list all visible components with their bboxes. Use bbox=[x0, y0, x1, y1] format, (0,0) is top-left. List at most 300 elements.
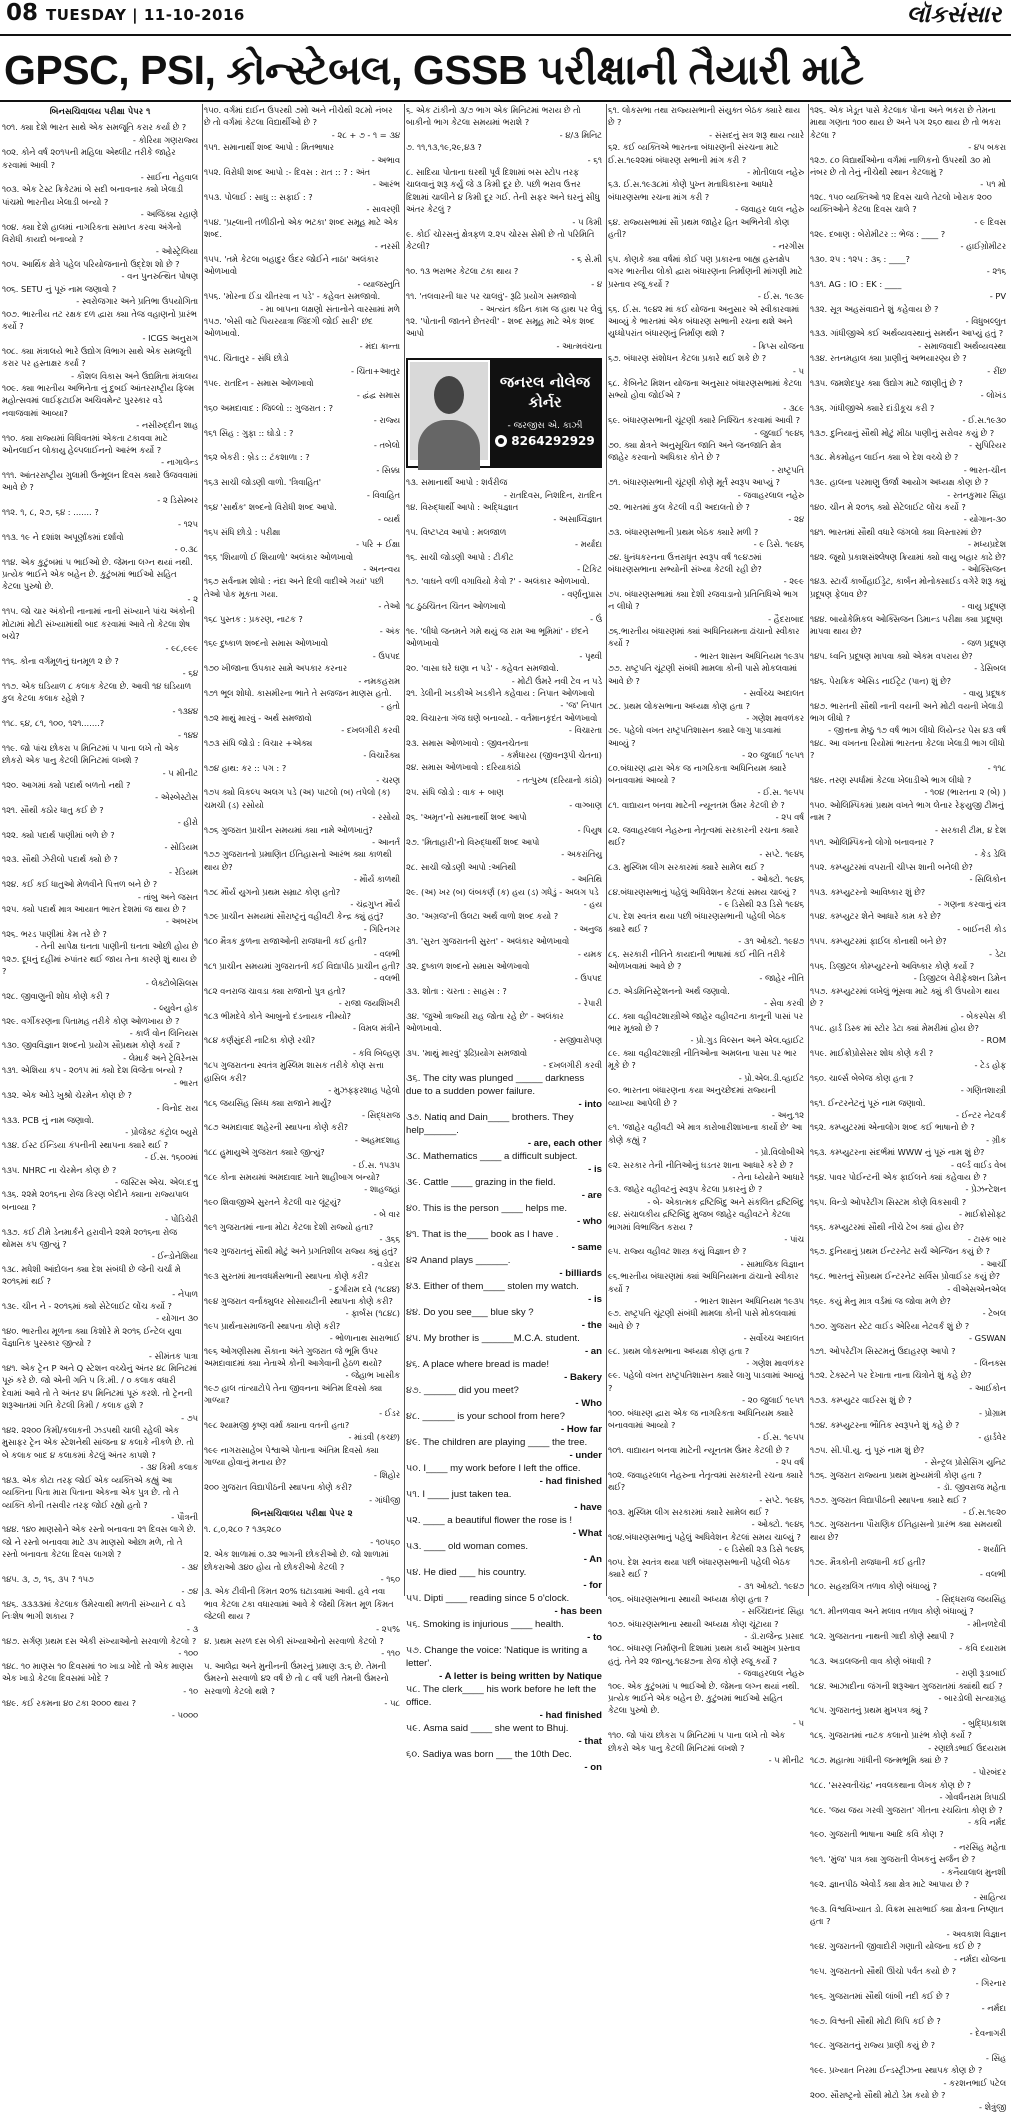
newspaper-logo: લૉકસંસાર bbox=[906, 2, 1001, 28]
question-text: ૧૮૯ કોના સમયમાં અમદાવાદ ખાતે શાહીબાગ બન્યો? bbox=[204, 1171, 380, 1182]
answer-text: - મા બાપના લક્ષણો સંતાનોને વારસામાં મળે bbox=[260, 303, 400, 314]
question-text: ૧૫૯. માઈક્રોપ્રોસેસર શોધ કોણે કરી ? bbox=[810, 1047, 934, 1058]
question-text: ૫૬. Smoking is injurious ____ health. bbox=[406, 1618, 564, 1630]
answer-text: - કર્મધારય (જીવનરૂપી ચેતના) bbox=[501, 750, 602, 761]
question-text: ૮૯. ક્યા વહીવટશાસ્ત્રી નીતિઓના અમલના પાસા પર ભાર મૂકે છે ? bbox=[608, 1047, 797, 1071]
question-text: ૬૩. ઈ.સ.૧૯૩૮માં કોણે પુખ્ત મતાધિકારના આધારે બંધારણસભા રચના માંગ કરી ? bbox=[608, 179, 773, 202]
answer-text: - have bbox=[574, 1501, 602, 1513]
answer-text: - ૨૦ જુલાઈ ૧૯૫૧ bbox=[742, 1395, 804, 1406]
answer-text: - સરકારી ટીમ, ૪ દેશ bbox=[935, 824, 1006, 835]
answer-text: - હૈદરાબાદ bbox=[768, 613, 804, 624]
answer-text: - ડિજીટલ વેરીફેક્શન ડિમેન bbox=[913, 973, 1006, 984]
question-text: ૧૭૨. ટેક્સ્ટને પર દેખાતા નાના ચિત્રોને શું કહે છે? bbox=[810, 1370, 972, 1381]
question-text: ૯૧. 'જાહેર વહીવટી એ માત્ર કારોબારીશાખાના કાર્યો છે' આ કોણે કહ્યું ? bbox=[608, 1122, 803, 1145]
answer-text: - ૨૧૬ bbox=[986, 266, 1006, 277]
answer-text: - કનૈયાલાલ મુનશી bbox=[941, 1866, 1006, 1877]
question-text: ૧૪૧. એક ટ્રેન P અને Q સ્ટેશન વચ્ચેનું અંતર ૪૮ મિનિટમાં પૂરું કરે છે. જો એની ગતિ ૫ કિ.મી. / ૦ કલાક વધારી દેવામાં આવે તો તે અંતર ૪૫ મિનિટમાં પૂરું કરશે. તો ટ્રેનની શરૂઆતમાં ગતિ કેટલી કિમી / કલાક હશે ? bbox=[2, 1363, 198, 1411]
question-text: ૨૯. (અ) ખર (બ) લંબકર્ણ (ક) હય (ડ) ગધેડું - અલગ પડે bbox=[406, 886, 599, 897]
answer-text: - ભારત શાસન અધિનિયમ ૧૯૩૫ bbox=[694, 1296, 804, 1306]
column-1 bbox=[2, 104, 198, 1721]
answer-text: - same bbox=[571, 1241, 602, 1253]
answer-text: - શિહોર bbox=[373, 1469, 400, 1480]
answer-text: - પૌત્રની bbox=[171, 1511, 198, 1522]
question-text: ૧૭૮. ગુજરાતના પૌરાણિક ઈતિહાસનો પ્રારંભ ક્યા સમયથી થાય છે? bbox=[810, 1519, 1002, 1542]
answer-text: - સ્વરોજગાર અને પ્રતિભા ઉપયોગિતા bbox=[76, 296, 198, 307]
answer-text: - ૧૧૦ bbox=[381, 1648, 400, 1659]
answer-text: - ROM bbox=[980, 1035, 1006, 1046]
qa-list bbox=[608, 104, 804, 1766]
question-text: ૧૭૦. ગુજરાત સ્ટેટ વાઈડ એરિયા નેટવર્ક શું છે ? bbox=[810, 1320, 970, 1331]
answer-text: - બે વાર bbox=[373, 1209, 400, 1220]
question-text: ૧૭૯. મૈત્રકોની રાજધાની કઈ હતી? bbox=[810, 1556, 926, 1567]
question-text: ૨૭. 'મિતાહારી'નો વિરુદ્ધાર્થી શબ્દ આપો bbox=[406, 836, 540, 847]
question-text: ૧૯. 'લીધો જનમને ગમે થયું જ રામ આ ભૂમિમાં' - છંદને ઓળખાવો bbox=[406, 626, 589, 649]
question-text: ૧૨૮. જીવાણુની શોધ કોણે કરી ? bbox=[2, 990, 110, 1001]
answer-text: - ૫૦૦૦ bbox=[171, 1710, 198, 1721]
answer-text: - અંક bbox=[379, 626, 400, 637]
answer-text: - on bbox=[584, 1761, 602, 1773]
question-text: ૭૧. બંધારણસભાની ચૂંટણી કોણે મૂર્ત સ્વરૂપ આપ્યું ? bbox=[608, 477, 780, 488]
answer-text: - ૦.૩૮ bbox=[174, 544, 198, 555]
answer-text: - ૬ સે.મી bbox=[571, 253, 602, 264]
answer-text: - પિયુષ bbox=[577, 824, 602, 835]
answer-text: - દેવનાગરી bbox=[969, 2027, 1006, 2038]
answer-text: - સિદ્ધરાજ જયસિંહ bbox=[936, 1593, 1006, 1604]
question-text: ૧૮ ઠુઠચિંતન ચિંતન ઓળખાવો bbox=[406, 601, 506, 612]
question-text: ૧૮૩ ભીમદેવે કોને આબુનો દંડનાયક નીમ્યો? bbox=[204, 1010, 352, 1021]
answer-text: - an bbox=[584, 1345, 602, 1357]
answer-text: - ઓસ્ટ્રેલિયા bbox=[155, 246, 198, 257]
answer-text: - નરસી bbox=[374, 241, 400, 252]
answer-text: - who bbox=[576, 1215, 602, 1227]
question-text: ૧૮૧ પ્રાચીન સમયમાં ગુજરાતની કઈ વિદ્યાપીઠ પ્રાચીન હતી? bbox=[204, 961, 400, 972]
answer-text: - સોડિયમ bbox=[164, 841, 198, 852]
answer-text: - ટેબલ bbox=[982, 1308, 1006, 1319]
question-text: ૯. કોઈ ચોરસનું ક્ષેત્રફળ ૨.૨૫ ચોરસ સેમી છે તો પરિમિતિ કેટલી? bbox=[406, 229, 595, 252]
answer-text: - A letter is being written by Natique bbox=[439, 1670, 602, 1682]
answer-text: - જવાહરલાલ નહેરુ bbox=[737, 489, 804, 500]
answer-text: - અનન્વય bbox=[363, 564, 400, 575]
answer-text: - ૨૫ વર્ષ bbox=[775, 1457, 804, 1468]
question-text: ૬૯. બંધારણસભાની ચૂંટણી ક્યારે નિશ્ચિત કરવામાં આવી ? bbox=[608, 415, 801, 426]
answer-text: - અકરાંતિયુ bbox=[561, 849, 602, 860]
question-text: ૧૯૧. 'મુંજ' પાત્ર ક્યા ગુજરાતી લેખકનું સર્જન છે ? bbox=[810, 1854, 976, 1865]
page-number: 08 bbox=[6, 0, 39, 26]
answer-text: - કેડ ડેલિ bbox=[974, 849, 1006, 860]
answer-text: - ૩૧ ઓક્ટો. ૧૯૪૭ bbox=[738, 1581, 804, 1592]
question-text: ૧૫૭. કમ્પ્યુટરમાં લખેલું ભૂંસવા માટે ક્યું કી ઉપયોગ થાય છે ? bbox=[810, 985, 1000, 1009]
question-text: ૧૭૫. સી.પી.યુ. નું પૂરું નામ શું છે? bbox=[810, 1444, 925, 1455]
question-text: ૫૫. Dipti ____ reading since 5 o'clock. bbox=[406, 1592, 570, 1604]
question-text: ૭૦. ક્યા ક્ષેત્રને અનુસૂચિત જાતિ અને જનજાતિ ક્ષેત્ર જાહેર કરવાનો અધિકાર કોને છે ? bbox=[608, 439, 782, 463]
question-text: ૧૨૬. એક ખેડૂત પાસે કેટલાક પોંના અને ભકરા છે તેમના માથા ગણતા ૧૦૦ થાય છે અને પગ ૨૬૦ થાય છે તો ભકરા કેટલા ? bbox=[810, 105, 1001, 140]
question-text: ૧૬૬ 'શિયાળો ઈ શિયાળો' અલંકાર ઓળખાવો bbox=[204, 551, 354, 562]
question-text: ૧૯૩ સુરતમાં માનવધર્મસભાની સ્થાપના કોણે કરી? bbox=[204, 1271, 369, 1282]
question-text: ૧૫૧. સમાનાર્થી શબ્દ આપો : મિતભાષાર bbox=[204, 142, 334, 153]
question-text: ૧૭૩. કમ્પ્યુટર વાઈરસ શું છે ? bbox=[810, 1395, 912, 1406]
answer-text: - વાયુ પ્રદૂષક bbox=[963, 688, 1006, 699]
question-text: ૩૯. Cattle ____ grazing in the field. bbox=[406, 1176, 556, 1188]
answer-text: - બારડોલી સત્યાગ્રહ bbox=[938, 1693, 1006, 1703]
question-text: ૧૪૭. ભારતની સૌથી નાની વયની અને મોટી વયની ખેલાડી ભાગ લીધો ? bbox=[810, 700, 1004, 723]
question-text: ૧૦૬. બંધારણસભાના સ્થાયી અધ્યક્ષ કોણ હતા ? bbox=[608, 1593, 769, 1604]
answer-text: - ૨ ડિસેમ્બર bbox=[157, 494, 198, 505]
answer-text: - તેની સાપેક્ષ ઘનતા પાણીની ઘનતા ઓછી હોય છે bbox=[35, 941, 198, 952]
question-text: ૧૬૩. કમ્પ્યુટરના સંદર્ભમાં WWW નું પૂરું નામ શું છે? bbox=[810, 1147, 985, 1158]
column-divider bbox=[202, 104, 203, 1596]
answer-text: - પ્રો.એલ.ડી.વ્હાઈટ bbox=[738, 1072, 804, 1083]
answer-text: - પ્રો.વિલોબીએ bbox=[755, 1147, 804, 1158]
answer-text: - તબેલો bbox=[373, 439, 400, 450]
answer-text: - કોરિયા ગણરાજ્ય bbox=[132, 134, 198, 145]
answer-text: - સીમંતક પાત્રા bbox=[148, 1350, 198, 1361]
gk-corner-subtitle: કોર્નર bbox=[528, 393, 562, 412]
question-text: ૧૯૮ શ્યામજી કૃષ્ણ વર્મા ક્યાના વતની હતા? bbox=[204, 1420, 350, 1431]
answer-text: - અતિથિ bbox=[572, 874, 602, 885]
answer-text: - ગણિતશાસ્ત્રી bbox=[960, 1085, 1006, 1096]
question-text: ૧૮૪ કર્ણસુંદરી નાટિકા કોણે રચી? bbox=[204, 1035, 316, 1046]
question-text: ૪૫. My brother is ______M.C.A. student. bbox=[406, 1332, 580, 1344]
question-text: ૮૬. સરકારી નીતિને કાયદાની ભાષામાં કઈ નીતિ તરીકે ઓળખવામાં આવે છે ? bbox=[608, 948, 786, 972]
answer-text: - ૩૧ ઓક્ટો. ૧૯૪૭ bbox=[738, 936, 804, 947]
question-text: ૧૩૯. હાલના પરમાણુ ઉર્જા આયોગ અધ્યક્ષ કોણ છે ? bbox=[810, 477, 989, 488]
answer-text: - ૨૮ + ૭ - ૧ = ૩૪ bbox=[331, 129, 400, 140]
question-text: ૧૩૬. ૨૨મે ૨૦૧૬ના રોજ કિરણ બેદીને ક્યાના રાજ્યપાલ બનાવ્યા ? bbox=[2, 1189, 189, 1212]
answer-text: - ઓક્ટો. ૧૯૪૬ bbox=[751, 1519, 804, 1530]
question-text: ૧૮૮. 'સરસ્વતીચંદ્ર' નવલકથાના લેખક કોણ છે ? bbox=[810, 1779, 971, 1790]
answer-text: - are, each other bbox=[527, 1137, 602, 1149]
question-text: ૧૮૬ જયસિંહ સિધ્ધ ક્યા રાજાને માર્યુ? bbox=[204, 1097, 332, 1108]
answer-text: - દ્વંદ્વ સમાસ bbox=[356, 390, 400, 401]
question-text: ૧૦૮. બંધારણ નિર્માણની દિશામાં પ્રથમ કાર્ય આમુખ પ્રસ્તાવ હતું. તેને ૨૨ જાન્યુ.૧૯૪૭ના રોજ કોણે રજૂ કર્યો ? bbox=[608, 1643, 801, 1666]
question-text: ૧૪૨. ૨૨૦૦ કિમી/કલાકની ઝડપથી ચાલી રહેલી એક મુસાફર ટ્રેન એક સ્ટેશનેથી સાંજના ૪ કલાકે નીકળે છે. તો બે કલાક બાદ ૪ કલાકમાં કેટલું અંતર કાપશે ? bbox=[2, 1425, 194, 1460]
question-text: ૧૦૩. મુસ્લિમ લીગ સરકારમાં ક્યારે સામેલ થઈ ? bbox=[608, 1506, 769, 1517]
answer-text: - નરગીસ bbox=[772, 241, 804, 252]
question-text: ૧૭૪ હાથ: કર :: પગ : ? bbox=[204, 762, 287, 773]
question-text: ૮૦.બંધારણ દ્વારા એક જ નાગરિકતા અધિનિયમ ક્યારે બનાવવામાં આવ્યો ? bbox=[608, 762, 787, 785]
question-text: ૧૫૮. હાર્ડ ડિસ્ક માં સ્ટોર ડેટા ક્યાં મેમરીમાં હોય છે? bbox=[810, 1023, 979, 1034]
question-text: ૧૧૯. જો પાંચ છોકરા ૫ મિનિટમાં ૫ પાના લખે તો એક છોકરો એક પાનુ કેટલી મિનિટમાં લખશે ? bbox=[2, 742, 180, 766]
question-text: ૮૨. જવાહરલાલ નેહરુના નેતૃત્વમાં સરકારની રચના ક્યારે થઈ? bbox=[608, 824, 799, 847]
answer-text: - ૫૮ bbox=[384, 1698, 400, 1708]
answer-text: - ગણના કરવાનું યંત્ર bbox=[938, 899, 1006, 909]
question-text: ૧૬૮. ભારતનું સૌપ્રથમ ઈન્ટરનેટ સર્વિસ પ્રોવાઈડર કયું છે? bbox=[810, 1271, 1001, 1282]
answer-text: - હાર્ડવેર bbox=[978, 1432, 1006, 1443]
answer-text: - ભારત શાસન અધિનિયમ ૧૯૩૫ bbox=[694, 650, 804, 661]
question-text: ૪૨ Anand plays ______. bbox=[406, 1254, 511, 1266]
question-text: ૧૩૫. NHRC ના ચેરમેન કોણ છે ? bbox=[2, 1164, 117, 1175]
question-text: ૩. એક ટીવીની કિંમત ૨૦% ઘટાડવામાં આવી. હવે નવા ભાવ કેટલા ટકા વધારવામાં આવે કે જેથી કિંમત મૂળ કિંમત જેટલી થાય ? bbox=[204, 1586, 394, 1622]
question-text: ૧૭૨ માથું મારવું - અર્થ સમજાવો bbox=[204, 712, 312, 723]
question-text: ૭૨. ભારતમાં કુલ કેટલી વડી અદાલતો છે ? bbox=[608, 502, 750, 512]
answer-text: - બુદ્ધિપ્રકાશ bbox=[962, 1717, 1006, 1728]
question-text: ૬૫. કોણકે ક્યા વર્ષમાં કોઈ પણ પ્રકારના બાહ્ય હસ્તક્ષેપ વગર ભારતીય લોકો દ્વારા બંધારણના નિર્માણની માંગણી માટે પ્રસ્તાવ રજૂ કર્યો ? bbox=[608, 253, 803, 289]
answer-text: - ૧૦૪ (ભારતના ૨ (બે) ) bbox=[924, 787, 1006, 798]
question-text: ૧૫૪. 'પ્રહ્લાની તળીઠીનો એક ભટકા' શબ્દ સમૂહ માટે એક શબ્દ. bbox=[204, 216, 399, 240]
answer-text: - ૪૫ બકરા bbox=[968, 142, 1006, 153]
answer-text: - ઉપપદ bbox=[372, 650, 400, 661]
answer-text: - રાષ્ટ્રપતિ bbox=[771, 464, 804, 475]
answer-text: - ડેસિબલ bbox=[974, 663, 1006, 674]
question-text: ૧૫૩. કમ્પ્યુટરનો આવિષ્કાર શું છે? bbox=[810, 886, 926, 897]
answer-text: - ભારત-ચીન bbox=[963, 464, 1006, 475]
answer-text: - ૯ ડિસે. ૧૯૪૬ bbox=[753, 539, 804, 550]
author-photo bbox=[410, 362, 488, 460]
question-text: ૧૮૫ ગુજરાતના સ્વતંત્ર મુસ્લિમ શાસક તરીકે કોણ સત્તા હાસિલ કરી? bbox=[204, 1060, 384, 1083]
answer-text: - ૧૧૮ bbox=[987, 762, 1006, 773]
question-text: ૭૯. પહેલો વખત રાષ્ટ્રપતિશાસન ક્યારે લાગુ પાડવામાં આવ્યું ? bbox=[608, 725, 782, 748]
column-5 bbox=[810, 104, 1006, 2113]
question-text: ૧૩. સમાનાર્થી આપો : શર્વરીજ bbox=[406, 477, 508, 488]
question-text: ૧૩૭. દુનિયાનું સૌથી મોટું મીઠા પાણીનું સરોવર કયું છે ? bbox=[810, 427, 995, 438]
answer-text: - અવકાશ વિજ્ઞાન bbox=[946, 1928, 1006, 1939]
question-text: ૧૩૪. ઈસ્ટ ઈન્ડિયા કંપનીની સ્થાપના ક્યારે થઈ ? bbox=[2, 1139, 168, 1150]
question-text: ૩૩. શોતા : ચરતા : સાહસ : ? bbox=[406, 985, 507, 996]
question-text: ૧૩૬. ગાંધીજીએ ક્યારે દાંડીકૂચ કરી ? bbox=[810, 402, 935, 413]
answer-text: - તત્પુરુષ (દરિયાનો કાંઠો) bbox=[516, 774, 602, 785]
answer-text: - નમકહરામ bbox=[358, 675, 400, 686]
column-4 bbox=[608, 104, 804, 1766]
question-text: ૨૨. વિચારતા ગંજ ઘણે બનાવ્યો. - વર્તમાનકૃદંત ઓળખાવો bbox=[406, 712, 598, 723]
question-text: ૨૩. સમાસ ઓળખાવો : જીવનચેતના bbox=[406, 737, 529, 748]
answer-text: - લોખંડ bbox=[980, 390, 1006, 401]
answer-text: - ૨૦ જુલાઈ ૧૯૫૧ bbox=[742, 750, 804, 761]
answer-text: - ૨૯૯ bbox=[783, 576, 804, 587]
answer-text: - વન પુનરુત્થિત પોષણ bbox=[121, 271, 198, 282]
question-text: ૬૦. Sadiya was born ___ the 10th Dec. bbox=[406, 1748, 572, 1760]
answer-text: - જવાહર લાલ નહેરુ bbox=[735, 204, 804, 215]
answer-text: - is bbox=[588, 1293, 602, 1305]
answer-text: - ૨૪ bbox=[788, 514, 804, 525]
qa-list bbox=[204, 104, 400, 1506]
question-text: ૧૪૦. ચીન મે ૨૦૧૬ ક્યો સેટેલાઈટ લોંચ કર્યો ? bbox=[810, 502, 966, 512]
answer-text: - રાજ્ય bbox=[373, 415, 400, 426]
question-text: ૧૪૩. સ્ટાર્ચ કાર્બોહાઈડ્રેટ, કાર્બન મોનોક્સાઈડ વગેરે શરૂ ક્યું પ્રદૂષણ ફેલાવ છે? bbox=[810, 576, 1006, 599]
qa-list bbox=[810, 104, 1006, 2114]
answer-text: - લેમાર્ક અને ટ્રેવિરેનસ bbox=[123, 1052, 198, 1063]
question-text: ૧૨૨. ક્યો પદાર્થ પાણીમાં બળે છે ? bbox=[2, 829, 115, 840]
answer-text: - મીનળદેવી bbox=[967, 1618, 1006, 1629]
question-text: ૭૬.ભારતીય બંધારણમાં ક્યાં અધિનિયમના ઢાંચાનો સ્વીકાર કર્યો ? bbox=[608, 626, 800, 649]
question-text: ૭૫. બંધારણસભામાં ક્યા દેશી રજવાડાનો પ્રતિનિધિએ ભાગ ન લીધો ? bbox=[608, 588, 798, 612]
question-text: ૧૬૦. ચાર્લ્સ બેબેજ કોણ હતા ? bbox=[810, 1072, 914, 1083]
answer-text: - Bakery bbox=[564, 1371, 602, 1383]
question-text: ૧૭૬ ગુજરાત પ્રાચીન સમયમાં ક્યા નામે ઓળખાતું? bbox=[204, 824, 373, 835]
question-text: ૧૪૮. ૧૦ માણસ ૧૦ દિવસમાં ૧૦ ખાડા ખોદે તો એક માણસ એક ખાડો કેટલા દિવસમાં ખોદે ? bbox=[2, 1660, 194, 1684]
answer-text: - વલભી bbox=[979, 1568, 1006, 1579]
question-text: ૧૮૫. ગુજરાતનું પ્રથમ મુખપત્ર ક્યું ? bbox=[810, 1705, 929, 1716]
answer-text: - ૧૦૦ bbox=[178, 1648, 198, 1659]
answer-text: - રણછોડભાઈ ઉદયરામ bbox=[928, 1742, 1006, 1753]
section-heading: બિનસચિવાલય પરીક્ષા પેપર ૨ bbox=[251, 1508, 353, 1519]
question-text: ૧૮૨ વનરાજ ચાવડા ક્યા રાજાનો પુત્ર હતો? bbox=[204, 985, 346, 996]
question-text: ૧૮૧. મીનળવાવ અને મલાવ તળાવ કોણે બંધાવ્યું ? bbox=[810, 1606, 974, 1617]
author-name: - જરજીસ એ. કાઝી bbox=[507, 421, 583, 432]
question-text: ૧૨૧. સૌથી કઠોર ધાતુ કઈ છે ? bbox=[2, 804, 104, 815]
answer-text: - વર્ણાનુપ્રાસ bbox=[561, 588, 602, 599]
answer-text: - ઈ.સ. ૧૯૫૫ bbox=[757, 787, 804, 798]
question-text: ૧૮૨. ગુજરાતના નાથની ગાદી કોણે સ્થાપી ? bbox=[810, 1630, 954, 1641]
answer-text: - જસ્ટિસ એચ. એલ.દત્તુ bbox=[115, 1176, 198, 1187]
question-text: ૧૭૬. ગુજરાત રાજ્યના પ્રથમ મુખ્યમંત્રી કોણ હતા ? bbox=[810, 1469, 982, 1480]
answer-text: - દુર્ગારામ દવે (૧૮૪૪) bbox=[328, 1283, 400, 1294]
question-text: ૩૪. 'જુઓ ત્રાજ્યી રાહ જોતા રહે છે' - અલંકાર ઓળખાવો. bbox=[406, 1010, 564, 1033]
answer-text: - Who bbox=[575, 1397, 602, 1409]
question-text: ૧૪૫. ધ્વનિ પ્રદૂષણ માપવા ક્યો એકમ વપરાય છે? bbox=[810, 650, 973, 661]
answer-text: - કરશનભાઈ પટેલ bbox=[943, 2077, 1006, 2088]
answer-text: - સિંહ bbox=[985, 2052, 1006, 2063]
author-phone bbox=[490, 435, 600, 448]
question-text: ૧૭૭. ગુજરાત વિદ્યાપીઠની સ્થાપના ક્યારે થઈ ? bbox=[810, 1494, 967, 1505]
answer-text: - ૫૧ મો bbox=[980, 179, 1006, 190]
answer-text: - સર્વોચ્ચ અદાલત bbox=[743, 688, 804, 699]
answer-text: - under bbox=[569, 1449, 602, 1461]
question-text: ૧૬૫. વિન્ડો ઓપરેટીંગ સિસ્ટમ કોણે વિકસાવી ? bbox=[810, 1196, 967, 1207]
question-text: ૧૪૪. ૧૪૦ માણસોને એક રસ્તો બનાવતા ૨૧ દિવસ લાગે છે. જો ને રસ્તો બનાવવા માટે ૩૫ માણસો ઓછા મળે, તો તે રસ્તો બનાવતા કેટલા દિવસ લાગશે ? bbox=[2, 1524, 196, 1560]
answer-text: - વ્યર્થ bbox=[378, 514, 400, 525]
question-text: ૮૩. મુસ્લિમ લીગ સરકારમાં ક્યારે સામેલ થઈ ? bbox=[608, 861, 765, 872]
question-text: ૧૭૯ પ્રાચીન સમયમાં સૌરાષ્ટ્રનું વહીવટી કેન્દ્ર ક્યું હતું? bbox=[204, 911, 384, 922]
answer-text: - ક્રિપ્સ યોજના bbox=[752, 340, 804, 351]
answer-text: - વડોદરા bbox=[371, 1258, 400, 1269]
answer-text: - કાર્લ વોન લિનિયસ bbox=[129, 1028, 198, 1039]
answer-text: - બેકસ્પેસ કી bbox=[960, 1010, 1006, 1021]
answer-text: - ૯ ડિસેથી ૨૩ ડિસે ૧૯૪૬ bbox=[718, 1544, 804, 1555]
answer-text: - ૬૪ bbox=[182, 668, 198, 679]
question-text: ૧૯૨. જ્ઞાનપીઠ એવોર્ડ ક્યા ક્ષેત્ર માટે આપાય છે ? bbox=[810, 1879, 970, 1890]
question-text: ૯૩. જાહેર વહીવટનું સ્વરૂપ કેટલા પ્રકારનું છે ? bbox=[608, 1184, 763, 1195]
whatsapp-icon bbox=[495, 435, 507, 447]
answer-text: - લિનક્સ bbox=[974, 1358, 1006, 1369]
answer-text: - પોરબંદર bbox=[973, 1767, 1006, 1778]
answer-text: - વિમલ મંત્રીને bbox=[353, 1023, 400, 1034]
question-text: ૨૦૦. સૌરાષ્ટ્રનો સૌથી મોટો ડેમ કયો છે ? bbox=[810, 2090, 946, 2100]
answer-text: - ૭૫ bbox=[181, 1412, 198, 1423]
answer-text: - યોગાન ૩૦ bbox=[156, 1313, 198, 1324]
answer-text: - જવાહરલાલ નેહરુ bbox=[737, 1668, 804, 1679]
question-text: ૮૧. વાદ્યાયન બનવા માટેની ન્યૂનતમ ઉંમર કેટલી છે ? bbox=[608, 799, 785, 810]
answer-text: - into bbox=[578, 1098, 602, 1110]
question-text: ૧૮૪. આઝાદીના જંગની શરૂઆત ગુજરાતમાં ક્યાંથી થઈ ? bbox=[810, 1680, 1003, 1691]
answer-text: - PV bbox=[989, 291, 1006, 302]
answer-text: - સાવરણી bbox=[366, 204, 400, 215]
answer-text: - had finished bbox=[539, 1709, 602, 1721]
answer-text: - શાહજહાં bbox=[364, 1184, 400, 1195]
answer-text: - ટેડ હોફ bbox=[974, 1060, 1006, 1071]
answer-text: - રીંછ bbox=[987, 365, 1006, 376]
question-text: ૯૦. ભારતના બંધારણના કયા અનુચ્છેદમાં રાજ્યની વ્યાખ્યા આપેલી છે ? bbox=[608, 1085, 776, 1108]
question-text: ૧૩૧. AG : IO : EK : ____ bbox=[810, 278, 902, 289]
answer-text: - હતો bbox=[380, 700, 400, 711]
answer-text: - ઓક્સિજન bbox=[961, 564, 1006, 575]
question-text: ૧૪૧. ભારતમાં સૌથી વધારે જંગલો ક્યા વિસ્તારમાં છે? bbox=[810, 526, 982, 537]
question-text: ૨. એક શાળામાં ૦.૩૨ ભાગની છોકરીઓ છે. જો શાળામાં છોકરાઓ ૩૪૦ હોય તો છોકરીઓ કેટલી ? bbox=[204, 1549, 389, 1572]
question-text: ૧૬૧. ઈન્ટરનેટનું પૂરું નામ જણાવો. bbox=[810, 1097, 926, 1108]
answer-text: - માંડવી (કચ્છ) bbox=[348, 1432, 400, 1443]
question-text: ૧૦૦. બંધારણ દ્વારા એક જ નાગરિકતા અધિનિયમ ક્યારે બનાવવામાં આવ્યો ? bbox=[608, 1407, 794, 1431]
answer-text: - વલભી bbox=[373, 973, 400, 984]
answer-text: - સજીવારોપણ bbox=[553, 1035, 602, 1046]
answer-text: - અત્યંત કઠિન કામ જ હાથ પર લેવું bbox=[480, 303, 602, 314]
question-text: ૬૮. કેબિનેટ મિશન યોજના અનુસાર બંધારણસભામાં કેટલા સભ્યો હોવા જોઈએ ? bbox=[608, 377, 802, 401]
answer-text: - યમક bbox=[577, 948, 602, 959]
question-text: ૫૩. ____ old woman comes. bbox=[406, 1540, 529, 1552]
answer-text: - દખલગીરી કરવી bbox=[341, 725, 400, 736]
question-text: ૧૫૨. કમ્પ્યુટરમાં વપરાતી ચીપ્સ શાની બનેલી છે? bbox=[810, 861, 973, 872]
question-text: ૭૪. ધુનંધકરનના ઉત્તરાધૃત સ્વરૂપ વર્ષ ૧૯૪૭માં બંધારણસભાના સભ્યોની સંખ્યા કેટલી રહી છે? bbox=[608, 551, 762, 575]
answer-text: - ઈ.સ. ૧૬૦૦માં bbox=[144, 1152, 198, 1163]
answer-text: - નસીરુદ્દીન શાહ bbox=[136, 420, 198, 431]
answer-text: - રસોયો bbox=[372, 812, 400, 823]
question-text: ૧૦૪. ક્યા દેશે હાલમાં નાગરિકતા સમાપ્ત કરવા અંગેનો વિરોધી કાયદો બનાવ્યો ? bbox=[2, 221, 182, 245]
answer-text: - ઈડર bbox=[379, 1407, 400, 1418]
question-text: ૧૪૮. આ વખતના રિયોમાં ભારતના કેટલા ખેલાડી ભાગ લીધો ? bbox=[810, 737, 1005, 761]
answer-text: - વલભી bbox=[373, 948, 400, 959]
question-text: ૧૦૧. ક્યા દેશે ભારત સાથે એક સમજૂતિ કરાર કર્યા છે ? bbox=[2, 122, 187, 133]
answer-text: - સર્વોચ્ચ અદાલત bbox=[743, 1333, 804, 1344]
question-text: ૩૧. 'સુરત ગુજરાતની સુરત' - અલંકાર ઓળખાવો bbox=[406, 936, 570, 947]
answer-text: - શર્યાતિ bbox=[977, 1544, 1006, 1555]
answer-text: - સંસદનું સત્ર શરૂ થાય ત્યારે bbox=[709, 129, 804, 140]
answer-text: - ઉપપદ bbox=[574, 973, 602, 984]
answer-text: - સુપિરિયર bbox=[969, 439, 1006, 450]
question-text: ૧૯૧ ગુજરાતમાં નાના મોટા કેટલા દેશી રાજ્યો હતા? bbox=[204, 1221, 374, 1232]
answer-text: - જુલાઈ ૧૯૪૬ bbox=[754, 427, 804, 438]
question-text: ૯૬.ભારતીય બંધારણમાં ક્યાં અધિનિયમના ઢાંચાનો સ્વીકાર કર્યો ? bbox=[608, 1271, 799, 1294]
question-text: ૯૭. રાષ્ટ્રપતિ ચૂંટણી સંબંધી મામલા કોની પાસે મોકલવામાં આવે છે ? bbox=[608, 1308, 797, 1331]
question-text: ૧૦૪.બંધારણસભાનું પહેલું અધિવેશન કેટલાં સમય ચાલ્યું ? bbox=[608, 1531, 801, 1542]
question-text: ૧૬૫ સંધિ છોડો : પરીક્ષા bbox=[204, 526, 281, 537]
question-text: ૫૨. ____ a beautiful flower the rose is ! bbox=[406, 1514, 573, 1526]
question-text: ૧૨૬. ભરડ પાણીમાં કેમ તરે છે ? bbox=[2, 928, 107, 939]
answer-text: - ઈ.સ. ૧૯૩૯ bbox=[757, 291, 804, 302]
answer-text: - મંદા ક્રાન્તા bbox=[359, 340, 400, 351]
question-text: ૧૯૦. ગુજરાતી ભાષાના આદિ કવિ કોણ ? bbox=[810, 1829, 944, 1840]
answer-text: - સેવા કરવી bbox=[764, 998, 804, 1009]
answer-text: - for bbox=[583, 1579, 602, 1591]
question-text: ૧૧૬. કોના વર્ગમૂળનું ઘનમૂળ ૨ છે ? bbox=[2, 655, 119, 666]
answer-text: - નેપાળ bbox=[172, 1288, 198, 1299]
answer-text: - વર્લ્ડ વાઈડ વેબ bbox=[951, 1159, 1006, 1170]
question-text: ૨૪. સમાસ ઓળખાવો : દરિયાકાંઠો bbox=[406, 762, 521, 773]
answer-text: - that bbox=[578, 1735, 602, 1747]
answer-text: - સિક્કા bbox=[376, 464, 400, 475]
question-text: ૧૫૦. ઓલિમ્પિકમાં પ્રથમ વખતે ભાગ લેનાર રેફયુજી ટીમનું નામ ? bbox=[810, 799, 1004, 823]
answer-text: - GSWAN bbox=[969, 1333, 1006, 1344]
question-text: ૧૨૩. સૌથી ઝેરીલો પદાર્થ ક્યો છે ? bbox=[2, 854, 118, 865]
question-text: ૧૦. ૧૩ ભરાભર કેટલા ટકા થાય ? bbox=[406, 266, 519, 277]
question-text: ૨૫. સંધિ જોડો : વાક + બાણ bbox=[406, 787, 504, 798]
question-text: ૧૭૭ ગુજરાતનો પ્રમાણિત ઈતિહાસનો આરંભ ક્યા કાળથી થાય છે? bbox=[204, 849, 392, 872]
answer-text: - ૨૫% bbox=[376, 1623, 400, 1634]
question-text: ૧૧. 'તલવારની ધાર પર ચાલવું'- રૂઢિ પ્રયોગ સમજાવો bbox=[406, 291, 577, 302]
question-text: ૧૭૧ ભૂલ શોધો. કાસમીરના ભાતે તે સજજન માણસ હતો. bbox=[204, 688, 392, 699]
answer-text: - ૩૪ bbox=[181, 1561, 198, 1572]
question-text: ૧૩૭. કઈ ટીમે ડેનમાર્કને હરાવીને ૨૨મે ૨૦૧૬ના રોજ થોમસ કપ જીત્યું ? bbox=[2, 1226, 177, 1249]
answer-text: - ૧૪૪ bbox=[178, 730, 198, 741]
answer-text: - નર્મદા bbox=[981, 2003, 1006, 2014]
question-text: ૯૯. પહેલો વખત રાષ્ટ્રપતિશાસન ક્યારે લાગુ પાડવામાં આવ્યું ? bbox=[608, 1370, 804, 1393]
question-text: ૧૯૦ શિવાજીએ સુરતને કેટલી વાર લૂંટ્યું? bbox=[204, 1196, 342, 1207]
question-text: ૫. આલેદ્રા અને મુનીનની ઉંમરનું પ્રમાણ ૩:૬ છે. તેમની ઉંમરનો સરવાળો ૪૨ વર્ષ છે તો ૮ વર્ષ પછી તેમની ઉંમરનો સરવાળો કેટલો થશે ? bbox=[204, 1660, 389, 1696]
answer-text: - રાજા જયશિખરી bbox=[338, 998, 400, 1009]
question-text: ૧૫૨. વિરોધી શબ્દ આપો :- દિવસ : રાત :: ? : અંત bbox=[204, 167, 370, 178]
answer-text: - ફાર્બસ (૧૮૪૮) bbox=[345, 1308, 400, 1319]
question-text: ૧૮૭ અમદાવાદ શહેરની સ્થાપના કોણે કરી? bbox=[204, 1122, 349, 1133]
answer-text: - યોગાન-૩૦ bbox=[963, 514, 1006, 525]
question-text: ૧૨૭. દૂધનું દહીંમાં રુપાંતર થઈ જાય તેના કારણે શું થાય છે ? bbox=[2, 953, 197, 977]
answer-text: - અસાધ્વિજ્ઞાત bbox=[553, 514, 602, 525]
